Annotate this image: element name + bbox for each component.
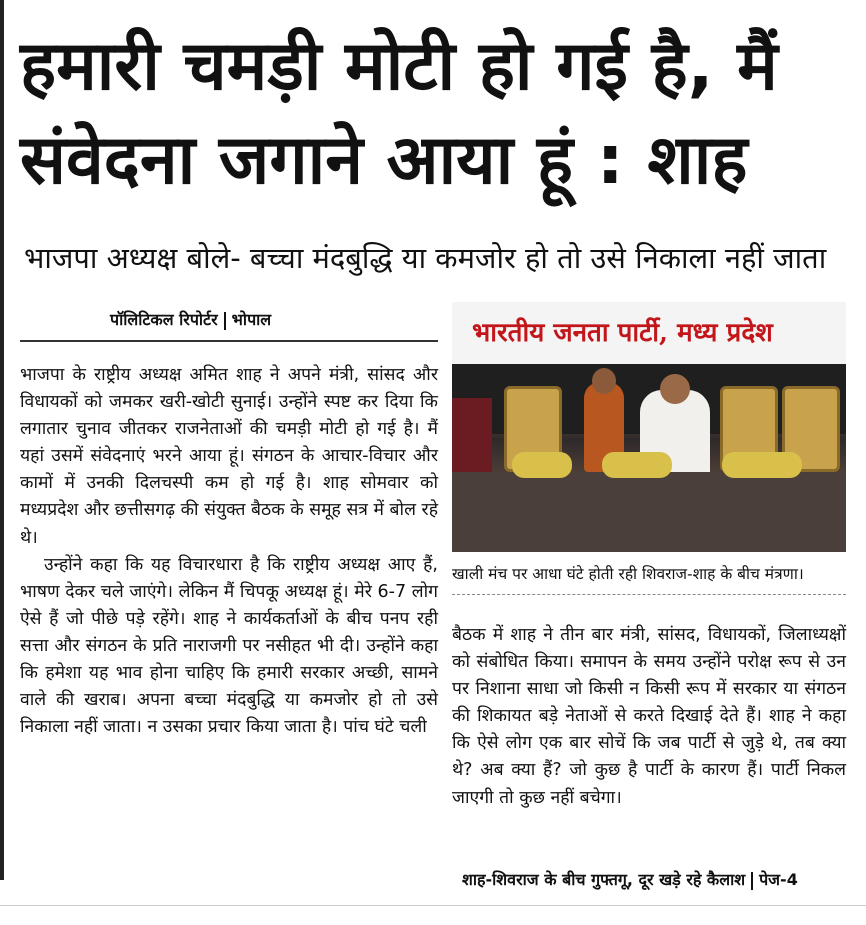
left-column-rule <box>0 0 4 880</box>
subheadline: भाजपा अध्यक्ष बोले- बच्चा मंदबुद्धि या कमजोर हो तो उसे निकाला नहीं जाता <box>24 241 827 275</box>
headline <box>20 20 860 208</box>
related-story-title: शाह-शिवराज के बीच गुफ्तगू, दूर खड़े रहे कैलाश <box>462 870 746 889</box>
page-bottom-rule <box>0 905 866 906</box>
caption-divider <box>452 594 846 595</box>
paragraph-3: बैठक में शाह ने तीन बार मंत्री, सांसद, विधायकों, जिलाध्यक्षों को संबोधित किया। समापन के समय उन्होंने परोक्ष रूप से उन पर निशाना साधा जो किसी न किसी रूप में सरकार या संगठन की शिकायत बड़े नेताओं से करते दिखाई देते हैं। शाह ने कहा कि ऐसे लोग एक बार सोचें कि जब पार्टी से जुड़े थे, तब क्या थे? अब क्या हैं? जो कुछ है पार्टी के कारण हैं। पार्टी निकल जाएगी तो कुछ नहीं बचेगा। <box>452 625 846 808</box>
related-story-separator <box>751 872 753 890</box>
paragraph-1: भाजपा के राष्ट्रीय अध्यक्ष अमित शाह ने अपने मंत्री, सांसद और विधायकों को जमकर खरी-खोटी सुनाई। उन्होंने स्पष्ट कर दिया कि लगातार चुनाव जीतकर राजनेताओं की चमड़ी मोटी हो गई है। मैं यहां उसमें संवेदनाएं भरने आया हूं। संगठन के आचार-विचार और कामों में उनकी दिलचस्पी कम हो गई है। शाह सोमवार को मध्यप्रदेश और छत्तीसगढ़ की संयुक्त बैठक के समूह सत्र में बोल रहे थे। <box>20 365 438 548</box>
related-story-page: पेज-4 <box>759 870 798 889</box>
byline-divider <box>20 340 438 342</box>
photo-flowers <box>722 452 802 478</box>
photo-caption: खाली मंच पर आधा घंटे होती रही शिवराज-शाह के बीच मंत्रणा। <box>452 565 804 583</box>
photo-flowers <box>602 452 672 478</box>
photo-banner-text: भारतीय जनता पार्टी, मध्य प्रदेश <box>452 302 846 364</box>
byline-reporter: पॉलिटिकल रिपोर्टर <box>110 310 218 329</box>
news-photo <box>452 302 846 552</box>
related-story-link[interactable] <box>462 868 846 890</box>
byline <box>110 308 440 330</box>
photo-person-left-head <box>592 368 616 394</box>
article-body-left-column <box>20 362 438 741</box>
article-body-right-column <box>452 622 846 812</box>
headline-line-1: हमारी चमड़ी मोटी हो गई है, मैं <box>20 27 778 106</box>
photo-person-right-head <box>660 374 690 404</box>
byline-city: भोपाल <box>231 310 272 329</box>
paragraph-2: उन्होंने कहा कि यह विचारधारा है कि राष्ट्रीय अध्यक्ष आए हैं, भाषण देकर चले जाएंगे। लेकिन मैं चिपकू अध्यक्ष हूं। मेरे 6-7 लोग ऐसे हैं जो पीछे पड़े रहेंगे। शाह ने कार्यकर्ताओं के बीच पनप रही सत्ता और संगठन के प्रति नाराजगी पर नसीहत भी दी। उन्होंने कहा कि हमेशा यह भाव होना चाहिए कि हमारी सरकार अच्छी, सामने वाले की खराब। अपना बच्चा मंदबुद्धि या कमजोर हो तो उसे निकाला नहीं जाता। न उसका प्रचार किया जाता है। पांच घंटे चली <box>20 554 438 738</box>
headline-line-2: संवेदना जगाने आया हूं : शाह <box>20 121 748 200</box>
photo-stage <box>452 472 846 552</box>
byline-separator <box>224 312 226 330</box>
photo-flowers <box>512 452 572 478</box>
